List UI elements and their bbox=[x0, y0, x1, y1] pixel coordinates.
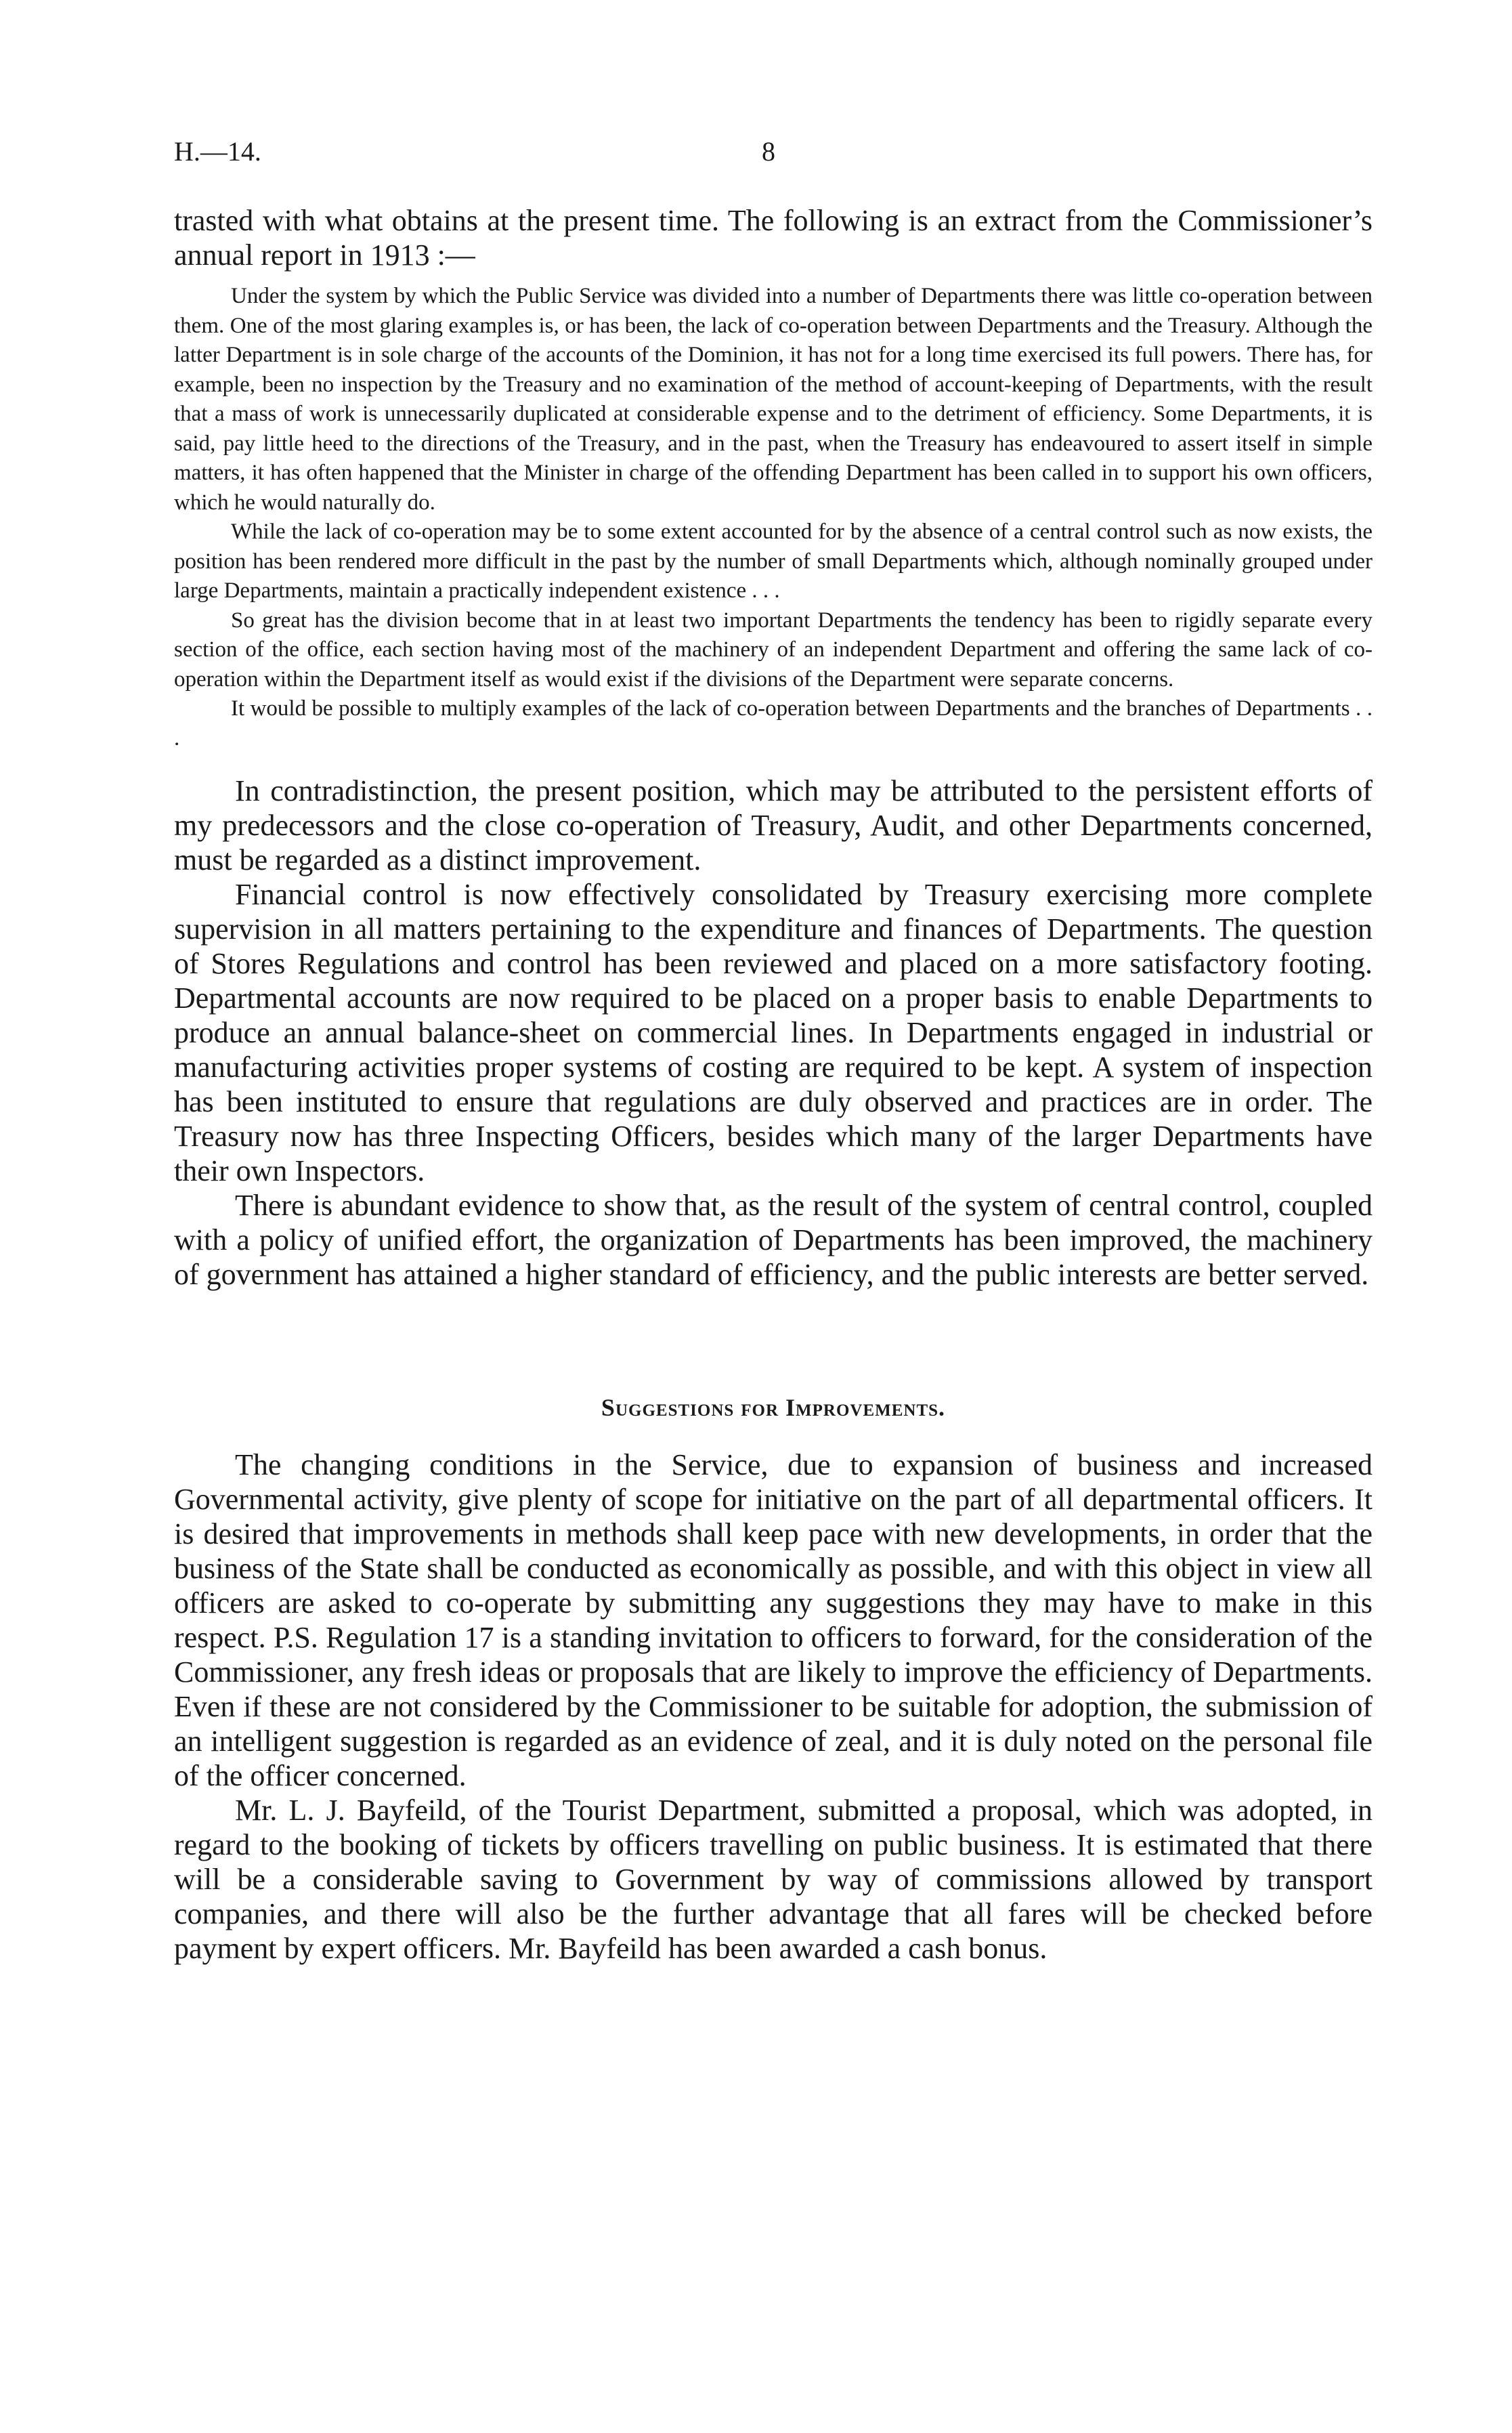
extract-paragraph: So great has the division become that in at least two important Departments the tendency has been to rigidly separate every section of the office, each section having most of the machinery of an independent Department and offering the same lack of co-operation within the Department itself as would exist if the divisions of the Department were separate concerns. bbox=[174, 608, 1373, 692]
section-text bbox=[174, 1447, 1373, 1966]
body-paragraph: The changing conditions in the Service, due to expansion of business and increased Governmental activity, give plenty of scope for initiative on the part of all departmental officers. It is desired that improvements in methods shall keep pace with new developments, in order that the business of the State shall be conducted as economically as possible, and with this object in view all officers are asked to co-operate by submitting any suggestions they may have to make in this respect. P.S. Regulation 17 is a standing invitation to officers to forward, for the consideration of the Commissioner, any fresh ideas or proposals that are likely to improve the efficiency of Departments. Even if these are not considered by the Commissioner to be suitable for adoption, the submission of an intelligent suggestion is regarded as an evidence of zeal, and it is duly noted on the personal file of the officer concerned. bbox=[174, 1448, 1373, 1792]
extract-paragraph: While the lack of co-operation may be to some extent accounted for by the absence of a central control such as now exists, the position has been rendered more difficult in the past by the number of small Departments which, although nominally grouped under large Departments, maintain a practically independent existence . . . bbox=[174, 520, 1373, 603]
report-extract bbox=[174, 282, 1373, 753]
body-paragraph: In contradistinction, the present position, which may be attributed to the persistent efforts of my predecessors and the close co-operation of Treasury, Audit, and other Departments concerned, must be regarded as a distinct improvement. bbox=[174, 774, 1373, 876]
main-text bbox=[174, 774, 1373, 1292]
body-paragraph: Mr. L. J. Bayfeild, of the Tourist Department, submitted a proposal, which was adopted, in regard to the booking of tickets by officers travelling on public business. It is estimated that there will be a considerable saving to Government by way of commissions allowed by transport companies, and there will also be the further advantage that all fares will be checked before payment by expert officers. Mr. Bayfeild has been awarded a cash bonus. bbox=[174, 1794, 1373, 1965]
page-header bbox=[174, 135, 1373, 176]
document-page bbox=[174, 135, 1373, 1966]
body-paragraph: Financial control is now effectively consolidated by Treasury exercising more complete supervision in all matters pertaining to the expenditure and finances of Departments. The question of Stores Regulations and control has been reviewed and placed on a more satisfactory footing. Departmental accounts are now required to be placed on a proper basis to enable Departments to produce an annual balance-sheet on commercial lines. In Departments engaged in industrial or manufacturing activities proper systems of costing are required to be kept. A system of inspection has been instituted to ensure that regulations are duly observed and practices are in order. The Treasury now has three Inspecting Officers, besides which many of the larger Departments have their own Inspectors. bbox=[174, 878, 1373, 1187]
extract-paragraph: It would be possible to multiply examples of the lack of co-operation between Departments and the branches of Departments . . . bbox=[174, 696, 1373, 750]
section-heading: Suggestions for Improvements. bbox=[601, 1394, 946, 1421]
intro-paragraph: trasted with what obtains at the present time. The following is an extract from the Commissioner’s annual report in 1913 :— bbox=[174, 204, 1373, 272]
document-reference: H.—14. bbox=[174, 136, 261, 167]
extract-paragraph: Under the system by which the Public Service was divided into a number of Departments there was little co-operation between them. One of the most glaring examples is, or has been, the lack of co-operation between Departments and the Treasury. Although the latter Department is in sole charge of the accounts of the Dominion, it has not for a long time exercised its full powers. There has, for example, been no inspection by the Treasury and no examination of the method of account-keeping of Departments, with the result that a mass of work is unnecessarily duplicated at considerable expense and to the detriment of efficiency. Some Departments, it is said, pay little heed to the directions of the Treasury, and in the past, when the Treasury has endeavoured to assert itself in simple matters, it has often happened that the Minister in charge of the offending Department has been called in to support his own officers, which he would naturally do. bbox=[174, 284, 1373, 515]
page-number: 8 bbox=[762, 136, 775, 167]
body-paragraph: There is abundant evidence to show that, as the result of the system of central control, coupled with a policy of unified effort, the organization of Departments has been improved, the machinery of government has attained a higher standard of efficiency, and the public interests are better served. bbox=[174, 1189, 1373, 1291]
